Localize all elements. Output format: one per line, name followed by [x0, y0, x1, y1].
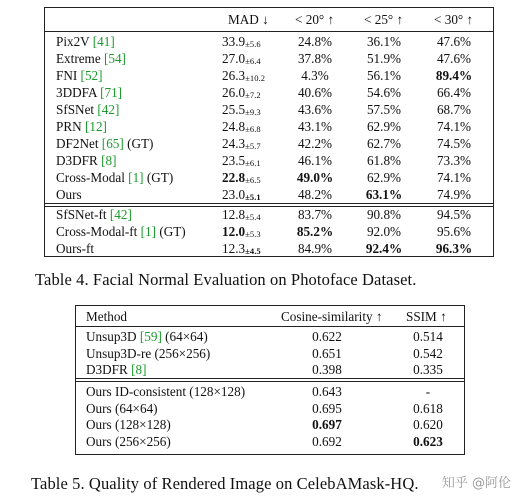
mad-std: ±6.8: [245, 124, 261, 134]
mad-cell: [222, 102, 261, 120]
acc-a20-cell: 83.7%: [297, 207, 333, 222]
mad-value: 12.0: [222, 224, 246, 239]
cosine-cell: 0.697: [312, 417, 342, 432]
method-name: Ours ID-consistent: [86, 384, 186, 399]
mad-value: 24.8: [222, 119, 246, 134]
acc-a20-cell: 49.0%: [296, 170, 334, 185]
mad-value: 25.5: [222, 102, 246, 117]
acc-a20-cell: 4.3%: [301, 68, 329, 83]
acc-a25-cell: 90.8%: [366, 207, 402, 222]
citation: [41]: [92, 34, 115, 49]
mad-std: ±5.6: [245, 39, 261, 49]
mad-cell: [222, 68, 265, 86]
acc-a20-cell: 43.6%: [297, 102, 333, 117]
acc-a25-cell: 63.1%: [365, 187, 403, 202]
acc-a20-cell: 37.8%: [297, 51, 333, 66]
method-cell: [86, 346, 210, 361]
acc-a25-cell: 36.1%: [366, 34, 402, 49]
acc-a25-cell: 61.8%: [366, 153, 402, 168]
acc-a30-cell: 94.5%: [436, 207, 472, 222]
mad-cell: [222, 119, 261, 137]
mad-std: ±6.1: [245, 158, 261, 168]
citation: [52]: [80, 68, 103, 83]
method-cell: [56, 85, 122, 100]
method-cell: [86, 434, 171, 449]
ssim-cell: 0.542: [413, 345, 443, 361]
method-name: D3DFR: [56, 153, 98, 168]
cosine-cell: 0.695: [312, 400, 342, 416]
mad-value: 27.0: [222, 51, 246, 66]
table5-caption: Table 5. Quality of Rendered Image on CelebAMask-HQ.: [31, 474, 419, 493]
method-cell: [56, 102, 119, 117]
table4-group-rule: [44, 203, 494, 204]
method-cell: [56, 241, 94, 256]
mad-cell: [222, 224, 261, 242]
method-name: Ours: [86, 400, 112, 416]
method-name: SfSNet-ft: [56, 207, 107, 222]
mad-std: ±9.3: [245, 107, 261, 117]
citation: [1]: [140, 224, 157, 239]
method-cell: [56, 51, 126, 66]
citation: [65]: [101, 136, 124, 151]
table5-header-rule: [75, 326, 465, 327]
method-cell: [56, 170, 173, 185]
citation: [12]: [84, 119, 107, 134]
citation: [71]: [100, 85, 123, 100]
table5-header-cosine: Cosine-similarity ↑: [281, 309, 383, 324]
acc-a20-cell: 85.2%: [296, 224, 334, 239]
citation: [54]: [103, 51, 126, 66]
acc-a20-cell: 42.2%: [297, 136, 333, 151]
ssim-cell: 0.620: [413, 417, 443, 432]
method-suffix: (256×256): [154, 345, 211, 361]
citation: [8]: [101, 153, 117, 168]
cosine-cell: 0.651: [312, 345, 342, 361]
method-suffix: (256×256): [114, 433, 171, 449]
mad-value: 26.0: [222, 85, 246, 100]
acc-a30-cell: 89.4%: [435, 68, 473, 83]
acc-a30-cell: 96.3%: [435, 241, 473, 256]
mad-cell: [222, 51, 261, 69]
citation: [8]: [131, 362, 147, 377]
acc-a25-cell: 51.9%: [366, 51, 402, 66]
method-suffix: (GT): [146, 170, 174, 185]
method-name: DF2Net: [56, 136, 99, 151]
acc-a30-cell: 47.6%: [436, 34, 472, 49]
cosine-cell: 0.622: [312, 329, 342, 344]
method-cell: [56, 68, 103, 83]
method-suffix: (GT): [127, 136, 154, 151]
ssim-cell: 0.514: [413, 329, 443, 344]
method-suffix: (64×64): [165, 329, 208, 344]
method-cell: [86, 362, 146, 377]
method-cell: [56, 119, 107, 134]
acc-a30-cell: 73.3%: [436, 153, 472, 168]
method-suffix: (128×128): [189, 384, 246, 399]
mad-std: ±5.4: [245, 212, 261, 222]
ssim-cell: 0.623: [413, 433, 443, 449]
acc-a30-cell: 74.5%: [436, 136, 472, 151]
ssim-cell: -: [425, 384, 431, 399]
citation: [59]: [139, 329, 162, 344]
acc-a25-cell: 92.4%: [365, 241, 403, 256]
acc-a30-cell: 47.6%: [436, 51, 472, 66]
mad-std: ±6.5: [245, 175, 261, 185]
table5: [75, 305, 465, 455]
table4: [44, 7, 494, 257]
acc-a25-cell: 57.5%: [366, 102, 402, 117]
mad-cell: [222, 136, 261, 154]
method-name: D3DFR: [86, 362, 128, 377]
table4-header-30: < 30° ↑: [434, 12, 474, 27]
acc-a30-cell: 66.4%: [436, 85, 472, 100]
watermark: 知乎 @阿伦: [441, 476, 511, 491]
method-name: Ours: [56, 187, 82, 202]
method-suffix: (64×64): [114, 400, 158, 416]
method-name: Extreme: [56, 51, 101, 66]
acc-a30-cell: 74.1%: [436, 119, 472, 134]
method-name: SfSNet: [56, 102, 95, 117]
acc-a20-cell: 40.6%: [297, 85, 333, 100]
method-name: Unsup3D-re: [86, 345, 152, 361]
ssim-cell: 0.335: [413, 362, 443, 377]
acc-a30-cell: 95.6%: [436, 224, 472, 239]
mad-value: 23.0: [222, 187, 246, 202]
method-cell: [56, 224, 186, 239]
acc-a30-cell: 68.7%: [436, 102, 472, 117]
method-cell: [86, 384, 245, 399]
mad-cell: [222, 170, 261, 188]
acc-a25-cell: 92.0%: [366, 224, 402, 239]
citation: [1]: [128, 170, 144, 185]
mad-std: ±7.2: [245, 90, 261, 100]
table4-header-20: < 20° ↑: [295, 12, 335, 27]
table5-header-method: Method: [86, 309, 128, 324]
table5-group-rule-2: [75, 381, 465, 382]
ssim-cell: 0.618: [413, 400, 443, 416]
cosine-cell: 0.398: [312, 362, 342, 377]
cosine-cell: 0.692: [312, 433, 342, 449]
method-cell: [86, 329, 208, 344]
mad-cell: [222, 34, 261, 52]
mad-std: ±5.1: [245, 192, 261, 202]
mad-value: 12.3: [222, 241, 246, 256]
mad-value: 23.5: [222, 153, 246, 168]
method-name: Ours: [86, 417, 112, 432]
table5-header-ssim: SSIM ↑: [406, 309, 447, 324]
mad-std: ±5.3: [245, 229, 261, 239]
method-cell: [56, 207, 132, 222]
mad-std: ±6.4: [245, 56, 261, 66]
mad-std: ±10.2: [245, 73, 266, 83]
method-cell: [56, 34, 115, 49]
method-cell: [56, 136, 153, 151]
acc-a20-cell: 84.9%: [297, 241, 333, 256]
acc-a20-cell: 24.8%: [297, 34, 333, 49]
mad-value: 12.8: [222, 207, 246, 222]
table5-group-rule: [75, 378, 465, 379]
method-name: Ours-ft: [56, 241, 95, 256]
mad-cell: [222, 207, 261, 225]
method-cell: [56, 153, 116, 168]
cosine-cell: 0.643: [312, 384, 342, 399]
acc-a25-cell: 62.9%: [366, 170, 402, 185]
method-name: Pix2V: [56, 34, 90, 49]
mad-std: ±4.5: [245, 246, 261, 256]
method-cell: [86, 417, 171, 432]
citation: [42]: [109, 207, 132, 222]
acc-a20-cell: 48.2%: [297, 187, 333, 202]
acc-a25-cell: 62.9%: [366, 119, 402, 134]
mad-value: 22.8: [222, 170, 246, 185]
table4-caption: Table 4. Facial Normal Evaluation on Photoface Dataset.: [35, 270, 417, 289]
mad-value: 26.3: [222, 68, 246, 83]
method-suffix: (128×128): [114, 417, 171, 432]
acc-a30-cell: 74.1%: [436, 170, 472, 185]
method-cell: [86, 401, 158, 416]
method-suffix: (GT): [159, 224, 186, 239]
mad-cell: [222, 153, 261, 171]
table4-header-rule: [44, 31, 494, 32]
method-name: 3DDFA: [56, 85, 97, 100]
acc-a25-cell: 62.7%: [366, 136, 402, 151]
acc-a20-cell: 46.1%: [297, 153, 333, 168]
acc-a30-cell: 74.9%: [436, 187, 472, 202]
method-name: Cross-Modal: [56, 170, 125, 185]
table4-header-mad: MAD ↓: [228, 12, 269, 27]
table4-header-25: < 25° ↑: [364, 12, 404, 27]
mad-cell: [222, 85, 261, 103]
mad-cell: [222, 241, 261, 259]
method-name: Unsup3D: [86, 329, 137, 344]
mad-value: 24.3: [222, 136, 246, 151]
acc-a25-cell: 56.1%: [366, 68, 402, 83]
citation: [42]: [97, 102, 120, 117]
acc-a25-cell: 54.6%: [366, 85, 402, 100]
mad-value: 33.9: [222, 34, 246, 49]
method-cell: [56, 187, 82, 202]
acc-a20-cell: 43.1%: [297, 119, 333, 134]
method-name: FNI: [56, 68, 78, 83]
mad-std: ±5.7: [245, 141, 261, 151]
method-name: PRN: [56, 119, 82, 134]
method-name: Cross-Modal-ft: [56, 224, 138, 239]
method-name: Ours: [86, 433, 112, 449]
